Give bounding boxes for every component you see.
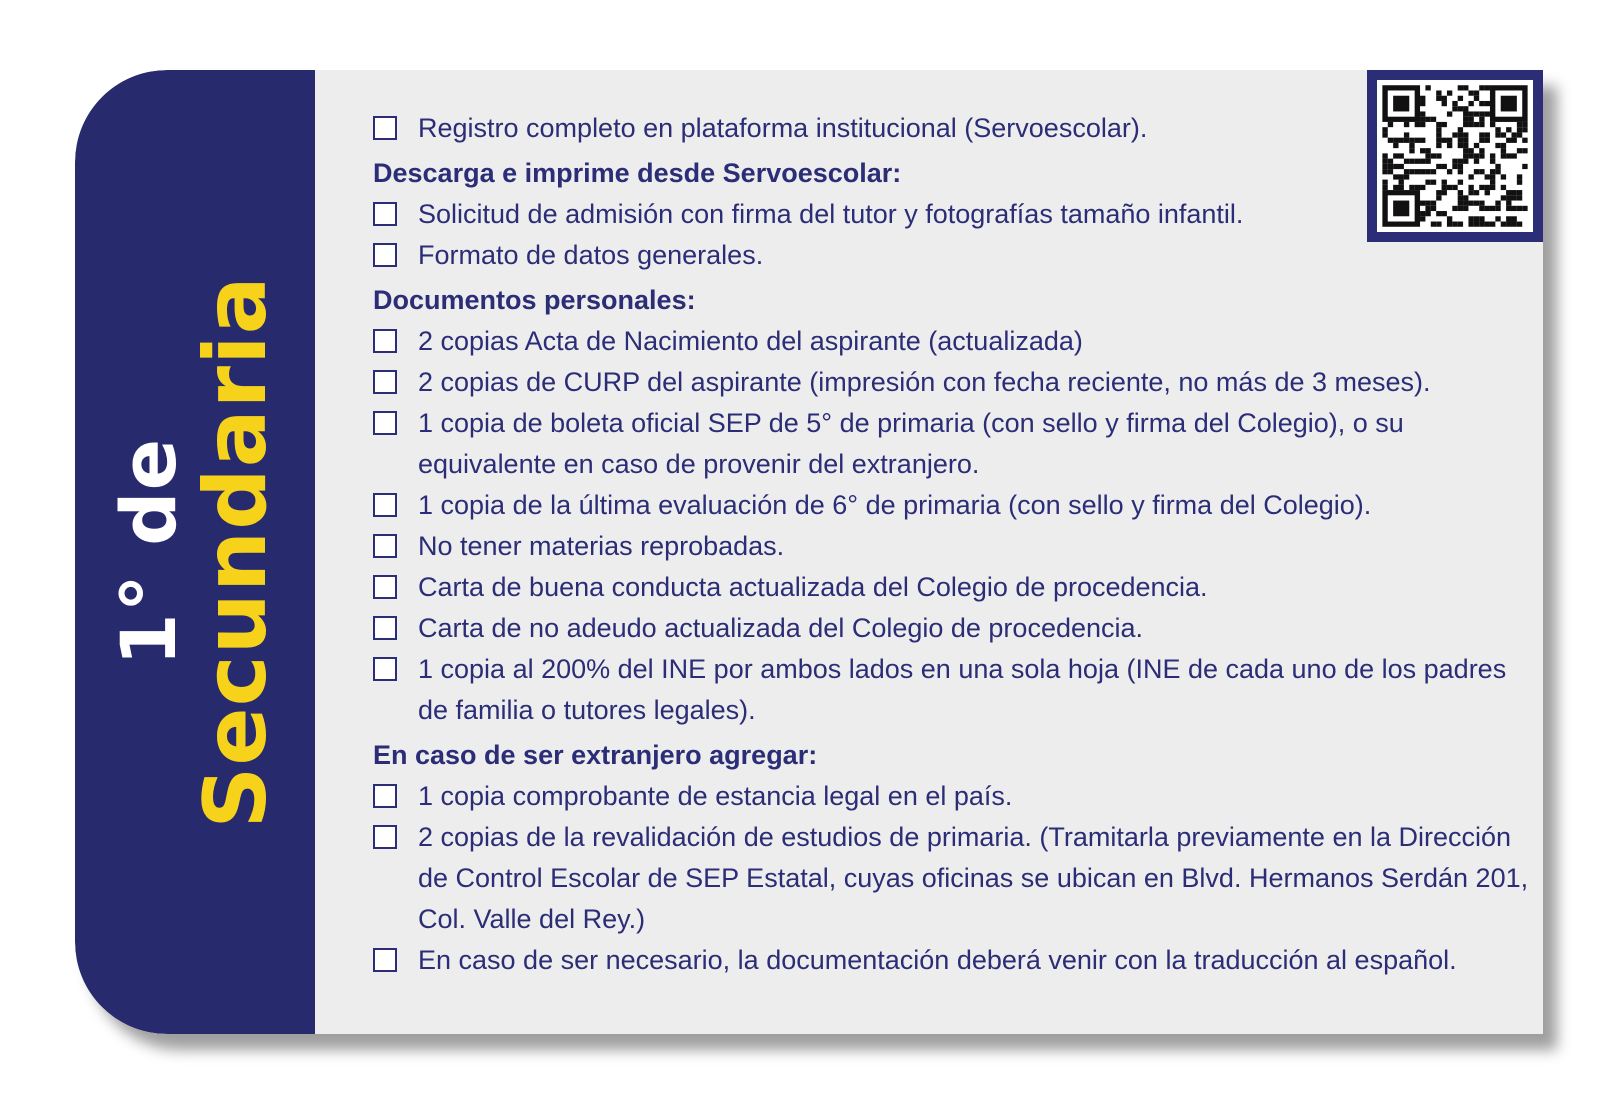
checkbox[interactable] xyxy=(373,411,397,435)
checklist-item xyxy=(373,485,1543,526)
grade-title xyxy=(104,275,286,829)
checklist-item xyxy=(373,362,1543,403)
grade-sidebar xyxy=(75,70,315,1034)
grade-title-line1: 1° de xyxy=(104,437,193,667)
checklist-item xyxy=(373,567,1543,608)
checklist-item xyxy=(373,321,1543,362)
grade-title-line2: Secundaria xyxy=(186,275,286,829)
checkbox[interactable] xyxy=(373,825,397,849)
checkbox[interactable] xyxy=(373,616,397,640)
checkbox[interactable] xyxy=(373,948,397,972)
checklist-item-text: En caso de ser necesario, la documentación deberá venir con la traducción al español. xyxy=(418,945,1457,975)
checklist-item xyxy=(373,649,1543,731)
checklist-item-text: 2 copias de la revalidación de estudios de primaria. (Tramitarla previamente en la Dirección de Control Escolar de SEP Estatal, cuyas oficinas se ubican en Blvd. Hermanos Serdán 201, Col. Valle del Rey.) xyxy=(418,822,1529,934)
checklist-item xyxy=(373,526,1543,567)
checklist-item-text: 2 copias de CURP del aspirante (impresión con fecha reciente, no más de 3 meses). xyxy=(418,367,1431,397)
checkbox[interactable] xyxy=(373,493,397,517)
checklist-item-text: Carta de buena conducta actualizada del Colegio de procedencia. xyxy=(418,572,1208,602)
checkbox[interactable] xyxy=(373,116,397,140)
checklist-item-text: 2 copias Acta de Nacimiento del aspirante (actualizada) xyxy=(418,326,1083,356)
requirements-card xyxy=(75,70,1543,1034)
checkbox[interactable] xyxy=(373,329,397,353)
qr-code-frame xyxy=(1367,70,1543,242)
checklist-item xyxy=(373,403,1543,485)
checklist-item-text: 1 copia de boleta oficial SEP de 5° de primaria (con sello y firma del Colegio), o su equivalente en caso de provenir del extranjero. xyxy=(418,408,1404,479)
checklist-item xyxy=(373,817,1543,940)
section-heading-documentos: Documentos personales: xyxy=(373,285,696,315)
checklist-item-text: Carta de no adeudo actualizada del Colegio de procedencia. xyxy=(418,613,1144,643)
checkbox[interactable] xyxy=(373,784,397,808)
checklist-item-text: Registro completo en plataforma institucional (Servoescolar). xyxy=(418,113,1148,143)
checklist-item-text: 1 copia al 200% del INE por ambos lados en una sola hoja (INE de cada uno de los padres de familia o tutores legales). xyxy=(418,654,1507,725)
checklist-item xyxy=(373,608,1543,649)
checklist-item xyxy=(373,940,1543,981)
qr-code[interactable] xyxy=(1377,80,1533,232)
checklist-item xyxy=(373,776,1543,817)
checkbox[interactable] xyxy=(373,243,397,267)
checkbox[interactable] xyxy=(373,202,397,226)
checklist-item-text: 1 copia de la última evaluación de 6° de primaria (con sello y firma del Colegio). xyxy=(418,490,1372,520)
checkbox[interactable] xyxy=(373,534,397,558)
qr-code-icon xyxy=(1377,80,1533,232)
checkbox[interactable] xyxy=(373,575,397,599)
checklist-item-text: No tener materias reprobadas. xyxy=(418,531,785,561)
checklist-item-text: Formato de datos generales. xyxy=(418,240,764,270)
checklist-item-text: Solicitud de admisión con firma del tutor y fotografías tamaño infantil. xyxy=(418,199,1244,229)
section-heading-extranjero: En caso de ser extranjero agregar: xyxy=(373,740,818,770)
section-heading-servoescolar: Descarga e imprime desde Servoescolar: xyxy=(373,158,902,188)
checkbox[interactable] xyxy=(373,370,397,394)
checklist-item-text: 1 copia comprobante de estancia legal en el país. xyxy=(418,781,1013,811)
checkbox[interactable] xyxy=(373,657,397,681)
